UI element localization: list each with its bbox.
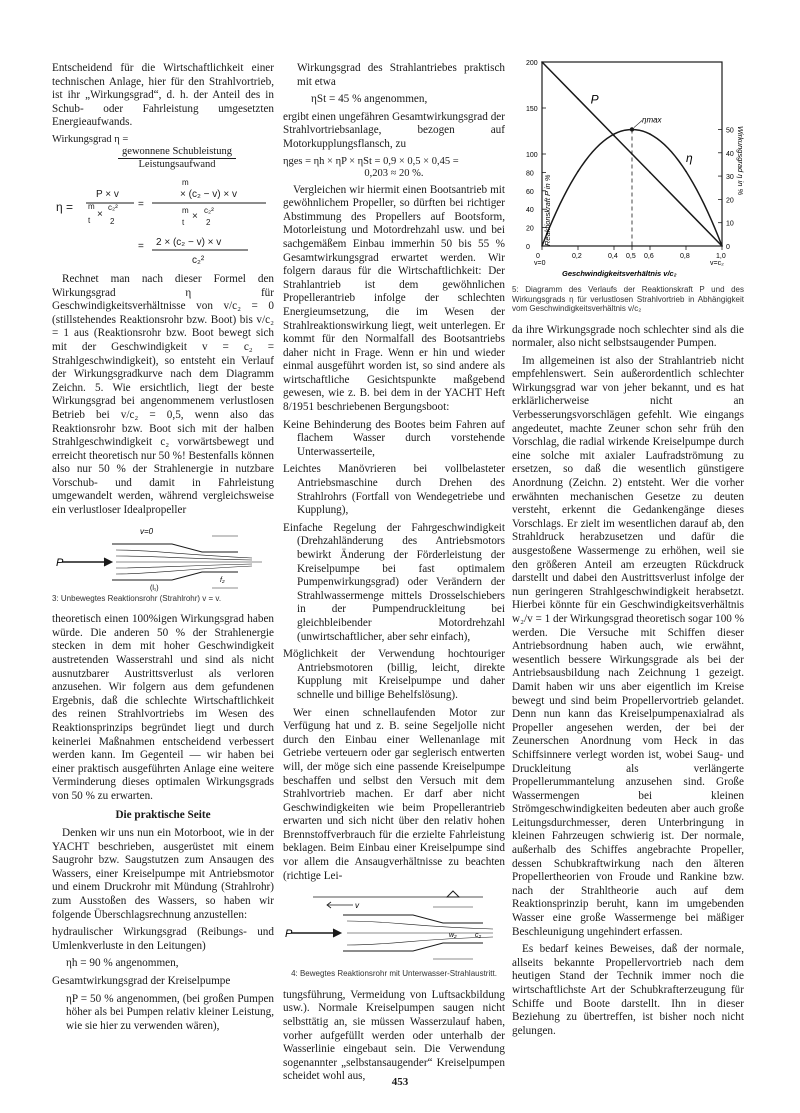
paragraph: Vergleichen wir hiermit einen Bootsantrieb mit gewöhnlichem Propeller, so dürften bei richtiger Abstimmung des Propellers auf Bootsform, Motorleistung und Motordrehzahl usw. und bei sachgemäßem Einbau immerhin 50 bis 55 % Gesamtwirkungsgrad erwartet werden. Wir folgern daraus für die Wirtschaftlichkeit: Der Strahlantrieb ist dem gewöhnlichen Propellerantrieb infolge der schlechten Energieumsetzung, die im Wesen der Strahlreaktionswirkung liegt, weit unterlegen. Er kommt für den Normalfall des Bootsantriebs daher nicht in Frage. Wenn er hin und wieder einmal ausgeführt worden ist, so sind andere als wirtschaftliche Gesichtspunkte maßgebend gewesen, wie z. B. bei dem in der YACHT Heft 8/1951 beschriebenen Bergungsboot: [283, 183, 505, 414]
figure-5-caption: 5: Diagramm des Verlaufs der Reaktionskraft P und des Wirkungsgrads η für verlustlosen Strahlvortrieb in Abhängigkeit vom Geschwindigkeitsverhältnis v/c₂ [512, 285, 744, 313]
curve-P-point [541, 61, 543, 63]
svg-text:=: = [138, 198, 144, 210]
y-left-tick-label: 60 [526, 188, 534, 196]
y-right-tick-label: 20 [726, 197, 734, 205]
svg-text:m: m [182, 177, 189, 187]
svg-text:t: t [88, 215, 91, 225]
y-axis-left-label: Reaktionskraft P in % [543, 174, 552, 246]
x-tick-label: 0,6 [644, 253, 654, 260]
list-item: Wirkungsgrad des Strahlantriebes praktisch mit etwa [297, 62, 505, 88]
paragraph: Es bedarf keines Beweises, daß der normale, allseits bekannte Propellervortrieb nach dem heutigen Stand der Technik immer noch die wirtschaftlichste Art der Schubkrafterzeugung für Schiffe und Boote darstellt. Ihn in dieser Beziehung zu übertreffen, ist bisher noch nicht gelungen. [512, 943, 744, 1037]
page-number: 453 [391, 1076, 409, 1088]
eta-max-point [630, 127, 634, 131]
fig4-label-w2: w₂ [449, 932, 457, 940]
efficiency-formula [52, 173, 274, 269]
curve-eta-point [577, 171, 579, 173]
column-3 [512, 56, 744, 1042]
x-tick-label: 0 [536, 253, 540, 260]
y-left-tick-label: 40 [526, 207, 534, 215]
list-item: Leichtes Manövrieren bei vollbelasteter Antriebsmaschine durch Drehen des Strahlrohrs (Fortfall von Wendegetriebe und Kupplung), [283, 463, 505, 517]
list-value: ηh = 90 % angenommen, [66, 957, 179, 970]
paragraph: Denken wir uns nun ein Motorboot, wie in der YACHT beschrieben, ausgerüstet mit einem Saugrohr bzw. Saugstutzen zum Ansaugen des Wassers, einer Kreiselpumpe mit Antriebsmotor und einem Druckrohr mit Mündung (Strahlrohr) zum Ausstoßen des Wassers, so haben wir folgende Überschlagsrechnung anzustellen: [52, 827, 274, 921]
efficiency-definition [52, 134, 274, 171]
column-2 [283, 62, 505, 1088]
fig3-label-l1: (l₁) [150, 584, 159, 592]
svg-text:η =: η = [56, 199, 74, 214]
curve-P-point [577, 98, 579, 100]
paragraph: da ihre Wirkungsgrade noch schlechter sind als die normaler, also nicht selbstsaugender Pumpen. [512, 323, 744, 350]
curve-P-label: P [590, 92, 599, 107]
list-item: Einfache Regelung der Fahrgeschwindigkeit (Drehzahländerung des Antriebsmotors bewirkt Änderung der Förderleistung der Kreiselpumpe bei fast optimalem Pumpenwirkungsgrad) oder Verändern der Strahlwassermenge mittels Drosselschiebers in der Pumpendruckleitung bei gleichbleibender Motordrehzahl (unwirtschaftlicher, aber sehr einfach), [283, 521, 505, 643]
x-axis-label: Geschwindigkeitsverhältnis v/c₂ [562, 269, 677, 278]
fig3-label-v0: v=0 [140, 526, 154, 536]
y-right-tick-label: 10 [726, 220, 734, 228]
curve-eta-point [721, 245, 723, 247]
x-tick-label: 0,2 [572, 253, 582, 260]
svg-text:×: × [97, 208, 103, 220]
x-tick-label: 0,4 [608, 253, 618, 260]
svg-text:c₂²: c₂² [204, 205, 214, 215]
efficiency-numerator: gewonnene Schubleistung [118, 146, 236, 159]
figure-4-caption: 4: Bewegtes Reaktionsrohr mit Unterwasser-Strahlaustritt. [291, 969, 497, 979]
svg-text:2: 2 [206, 217, 211, 227]
curve-eta-point [685, 171, 687, 173]
efficiency-label: Wirkungsgrad η = [52, 133, 129, 145]
paragraph: Entscheidend für die Wirtschaftlichkeit einer technischen Anlage, hier für den Strahlvortrieb, ist ihr „Wirkungsgrad“, d. h. der Anteil des in Schub- oder Fahrleistung umgesetzten Energieaufwands. [52, 62, 274, 129]
x-start-label: v=0 [534, 260, 546, 267]
paragraph: tungsführung, Vermeidung von Luftsackbildung usw.). Normale Kreiselpumpen saugen nicht selbsttätig an, sie müssen Wasserzulauf haben, vorher aufgefüllt werden oder unterhalb der Wasserlinie eingebaut sein. Die Verwendung sogenannter „selbstansaugender“ Kreiselpumpen scheidet wohl aus, [283, 988, 505, 1083]
svg-text:m: m [88, 201, 95, 211]
svg-text:t: t [182, 217, 185, 227]
efficiency-denominator: Leistungsaufwand [138, 158, 216, 170]
figure-5-chart [512, 56, 744, 281]
svg-text:2: 2 [110, 216, 115, 226]
figure-3-caption: 3: Unbewegtes Reaktionsrohr (Strahlrohr) v = v. [52, 593, 222, 603]
list-item: Keine Behinderung des Bootes beim Fahren auf flachem Wasser durch vorstehende Unterwasserteile, [283, 418, 505, 458]
fig4-label-P: P [285, 928, 293, 941]
svg-text:× (c₂ − v) × v: × (c₂ − v) × v [180, 188, 237, 200]
x-end-label: v=c₂ [710, 260, 724, 267]
fig3-label-f2: f₂ [220, 576, 225, 584]
x-tick-label: 1,0 [716, 253, 726, 260]
advantages-list [283, 419, 505, 703]
list-item: hydraulischer Wirkungsgrad (Reibungs- und Umlenkverluste in den Leitungen) [52, 926, 274, 952]
y-right-tick-label: 50 [726, 127, 734, 135]
curve-eta-label: η [686, 151, 693, 166]
eta-max-label: ηmax [642, 115, 662, 125]
curve-P-point [649, 172, 651, 174]
fig4-label-v: v [355, 901, 359, 911]
paragraph: Rechnet man nach dieser Formel den Wirkungsgrad η für Geschwindigkeitsverhältnisse von v/c₂ = 0 (stillstehendes Reaktionsrohr bzw. Boot) bis v/c₂ = 1 aus (Reaktionsrohr bzw. Boot bewegt sich mit der Geschwindigkeit v = c₂ = Strahlgeschwindigkeit), so entsteht ein Verlauf der Wirkungsgradkurve nach dem Diagramm Zeichn. 5. Wie ersichtlich, liegt der beste Wirkungsgrad bei angenommenem verlustlosen Betrieb bei v/c₂ = 0,5, wenn also das Reaktionsrohr bzw. Boot sich mit der halben Strahlgeschwindigkeit c₂ vorwärtsbewegt und erreicht theoretisch nur 50 %! Bestenfalls können also nur 50 % der Strahlenergie in nutzbare Vorschub- und damit in Fahrleistung umgewandelt werden, während vergleichsweise ein verlustloser Idealpropeller [52, 272, 274, 517]
figure-4-diagram [283, 887, 505, 967]
svg-text:c₂²: c₂² [108, 202, 118, 212]
x-tick-label: 0,8 [680, 253, 690, 260]
list-item: Möglichkeit der Verwendung hochtouriger Antriebsmotoren (billig, leicht, direkte Kupplung mit Kreiselpumpe und daher schnelle und billige Behelfslösung). [283, 648, 505, 701]
section-heading: Die praktische Seite [115, 809, 211, 822]
svg-text:m: m [182, 205, 189, 215]
paragraph: Wer einen schnellaufenden Motor zur Verfügung hat und z. B. seine Segeljolle nicht durch den Einbau einer Wellenanlage mit Getriebe verteuern oder gar seglerisch entwerten will, der möge sich eine passende Kreiselpumpe beschaffen und selbst den Versuch mit dem Strahlvortrieb machen. Er darf aber nicht Geschwindigkeiten wie beim Propellerantrieb erwarten und sich nicht über den relativ hohen Brennstoffverbrauch für die erzielte Fahrleistung beklagen. Beim Einbau einer Kreiselpumpe sind vor allem die Ansaugverhältnisse zu beachten (richtige Lei- [283, 706, 505, 882]
svg-text:c₂²: c₂² [192, 254, 205, 266]
fig3-label-P: P [56, 556, 64, 569]
paragraph: Im allgemeinen ist also der Strahlantrieb nicht empfehlenswert. Sein außerordentlich schlechter Wirkungsgrad war von jeher bekannt, und es hat erklärlicherweise nicht an Verbesserungsvorschlägen gefehlt. Wie eingangs angedeutet, machte Zeuner schon sehr früh den Vorschlag, die radial wirkende Kreiselpumpe durch eine solche mit axialer Laufradströmung zu ersetzen, so daß die wesentlich günstigere Anordnung (Zeichn. 2) entsteht. Wer die vorher erwähnten mechanischen Gesetze zu deuten versteht, erkennt die Gedankengänge dieses Vorschlags. Er zielt im wesentlichen darauf ab, den Strahldruck herabzusetzen und dafür die ausgestoßene Wassermenge zu erhöhen, weil sie den größeren Anteil am erzeugten Rückdruck darstellt und dabei den Austrittsverlust infolge der nun geringeren Strahlgeschwindigkeit herabsetzt. Hierbei könnte für ein Geschwindigkeitsverhältnis w₂/v = 1 der Wirkungsgrad theoretisch sogar 100 % werden. Die Versuche mit Schiffen dieser Antriebsordnung haben auch, wie erwähnt, wesentlich bessere Wirkungsgrade als bei der Antriebsausbildung nach Zeichnung 1 gezeigt. Damit haben wir uns aber eigentlich im Kreise bewegt und sind beim Propellervortrieb gelandet. Denn nun kann das Kreiselpumpenaxialrad als Propeller angesehen werden, der bei der Zeunerschen Anordnung vom Heck in das Schiffsinnere verlegt worden ist, wobei Saug- und Druckleitung als verlängerte Propellerummantelung anzusehen sind. Große Wassermengen bei kleinen Strömgeschwindigkeiten bedeuten aber auch große Leitungsdurchmesser, deren Unterbringung in kleinen Fahrzeugen schwierig ist. Der normale, außerhalb des Schiffes angebrachte Propeller, dessen Schubkraftwirkung nach den älteren Propellertheorien von Froude und Rankine bzw. nach der Strahltheorie auch auf dem Reaktionsprinzip beruht, kann im umgebenden Wasser eine große Wassermenge bei mäßiger Beschleunigung ungehindert erfassen. [512, 354, 745, 938]
y-right-tick-label: 30 [726, 174, 734, 182]
y-left-tick-label: 200 [526, 60, 538, 67]
y-left-tick-label: 0 [526, 244, 530, 251]
figure-3-diagram [52, 522, 274, 592]
y-axis-right-label: Wirkungsgrad η in % [736, 126, 745, 196]
curve-eta-point [649, 133, 651, 135]
paragraph: ergibt einen ungefähren Gesamtwirkungsgrad der Strahlvortriebsanlage, bezogen auf Motorkupplungsflansch, zu [283, 110, 505, 150]
svg-text:=: = [138, 240, 144, 252]
y-left-tick-label: 20 [526, 225, 534, 233]
svg-text:2 × (c₂ − v) × v: 2 × (c₂ − v) × v [156, 236, 222, 248]
list-value: ηSt = 45 % angenommen, [311, 93, 428, 106]
list-value: ηP = 50 % angenommen, (bei großen Pumpen höher als bei Pumpen relativ kleiner Leistung, wie sie hier zu verwenden wären), [66, 992, 274, 1032]
y-left-tick-label: 150 [526, 106, 538, 113]
fig4-label-c2: c₂ [475, 932, 482, 940]
y-right-tick-label: 40 [726, 150, 734, 158]
svg-text:P × v: P × v [96, 188, 119, 200]
equation: ηges = ηh × ηP × ηSt = 0,9 × 0,5 × 0,45 = [283, 155, 459, 167]
y-left-tick-label: 80 [526, 170, 534, 178]
curve-eta-point [613, 133, 615, 135]
column-1 [52, 62, 274, 1037]
eta-max-pointer [634, 120, 642, 127]
y-right-tick-label: 0 [726, 244, 730, 251]
svg-text:×: × [192, 210, 198, 222]
curve-P-point [685, 208, 687, 210]
paragraph: theoretisch einen 100%igen Wirkungsgrad haben würde. Die anderen 50 % der Strahlenergie stecken in dem mit hoher Geschwindigkeit austretenden Wasserstrahl und sind als nicht ausnutzbarer Austrittsverlust als verloren anzusehen. Wir folgern aus dem gefundenen Ergebnis, daß die schlechte Wirtschaftlichkeit des reinen Strahlvortriebs im Wesen des Reaktionsprinzips begründet liegt und durch keinerlei Maßnahmen entscheidend verbessert werden kann. Im Gegenteil — wir haben bei einer praktisch ausgeführten Anlage eine weitere Verminderung dieses optimalen Wirkungsgrads von 50 % zu erwarten. [52, 613, 274, 802]
y-left-tick-label: 100 [526, 152, 538, 159]
x-tick-label: 0,5 [626, 253, 636, 260]
list-item: Gesamtwirkungsgrad der Kreiselpumpe [52, 975, 231, 987]
equation: 0,203 ≈ 20 %. [364, 167, 424, 179]
